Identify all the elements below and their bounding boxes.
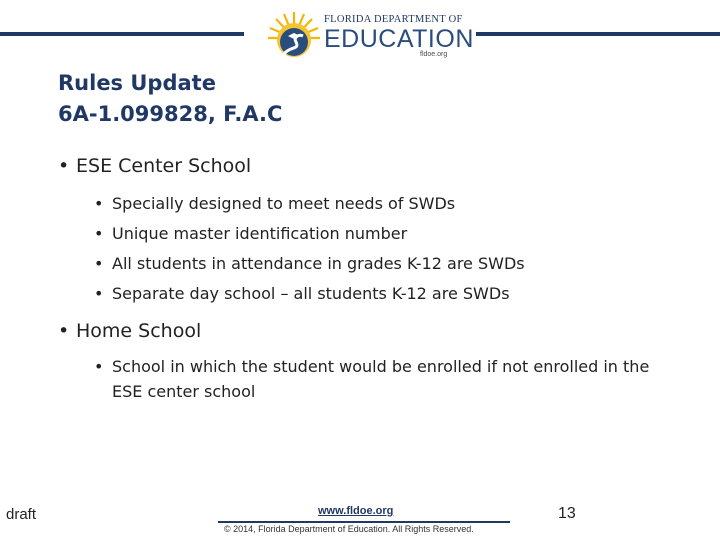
sub-bullet	[94, 279, 678, 309]
logo-main-text: EDUCATION	[324, 25, 474, 53]
sub-bullet	[94, 189, 678, 219]
sub-bullet-text: Specially designed to meet needs of SWDs	[112, 194, 456, 213]
copyright-text: © 2014, Florida Department of Education. All Rights Reserved.	[224, 524, 474, 534]
sub-bullet-list	[94, 189, 678, 309]
sub-bullet	[94, 354, 678, 404]
sub-bullet-dot: •	[94, 254, 104, 273]
slide-title-line1: Rules Update	[58, 71, 216, 95]
sun-emblem-icon	[266, 10, 322, 66]
sub-bullet-dot: •	[94, 194, 104, 213]
footer-link[interactable]: www.fldoe.org	[318, 505, 394, 517]
bullet-dot: •	[58, 320, 70, 342]
footer-rule	[218, 521, 510, 523]
sub-bullet-text: School in which the student would be enrolled if not enrolled in the ESE center school	[112, 357, 650, 401]
bullet-dot: •	[58, 155, 70, 177]
slide-title-line2: 6A-1.099828, F.A.C	[58, 102, 283, 126]
logo-url-text: fldoe.org	[420, 51, 448, 58]
draft-label: draft	[6, 506, 37, 523]
page-number: 13	[558, 505, 576, 522]
bullet-ese-center-school	[58, 152, 678, 181]
bullet-text: Home School	[76, 320, 202, 342]
sub-bullet-dot: •	[94, 284, 104, 303]
logo-top-text: FLORIDA DEPARTMENT OF	[324, 14, 463, 25]
header-rule-right	[476, 32, 720, 36]
fldoe-logo[interactable]	[262, 8, 474, 66]
sub-bullet	[94, 249, 678, 279]
bullet-text: ESE Center School	[76, 155, 252, 177]
sub-bullet-list	[94, 354, 678, 404]
sub-bullet-text: Unique master identification number	[112, 224, 408, 243]
sub-bullet-dot: •	[94, 224, 104, 243]
sub-bullet-text: Separate day school – all students K-12 are SWDs	[112, 284, 510, 303]
slide-title	[58, 68, 282, 130]
sub-bullet-dot: •	[94, 357, 104, 376]
bullet-list	[58, 152, 678, 404]
header-rule-left	[0, 32, 244, 36]
sub-bullet	[94, 219, 678, 249]
bullet-home-school	[58, 317, 678, 346]
sub-bullet-text: All students in attendance in grades K-12 are SWDs	[112, 254, 525, 273]
